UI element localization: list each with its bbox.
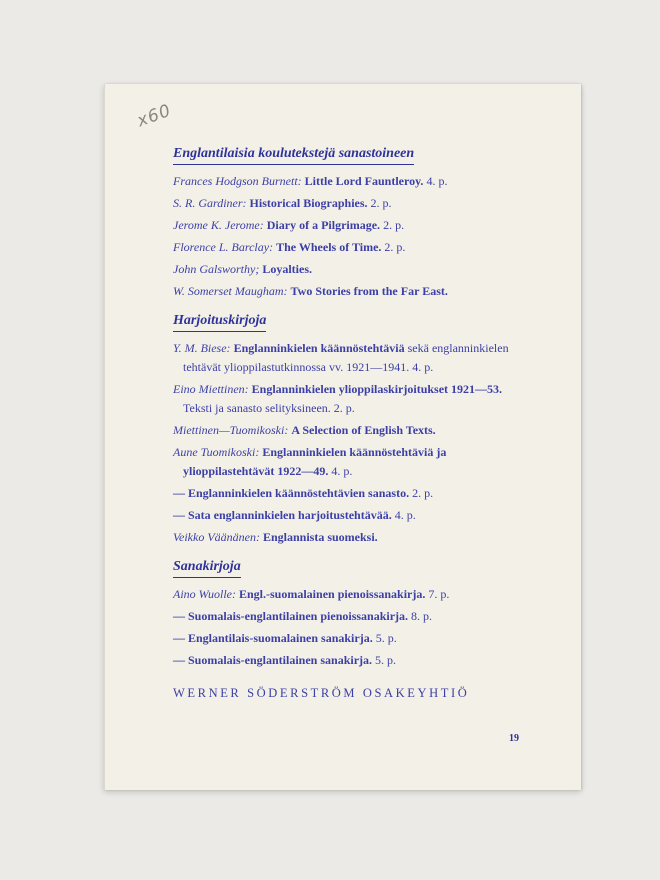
- book-entry: [173, 172, 533, 191]
- book-back-cover: [104, 84, 581, 790]
- entry-work: Historical Biographies.: [249, 196, 368, 210]
- section: [173, 144, 533, 301]
- book-entry: [173, 260, 533, 279]
- entry-tail: 5. p.: [375, 631, 397, 645]
- entry-work: — Englantilais-suomalainen sanakirja.: [173, 631, 373, 645]
- book-entry: [173, 629, 533, 648]
- entry-author: Aino Wuolle:: [173, 587, 236, 601]
- entry-work: The Wheels of Time.: [276, 240, 382, 254]
- book-entry: [173, 651, 533, 670]
- entry-work: Englannista suomeksi.: [262, 530, 378, 544]
- entry-work: — Englanninkielen käännöstehtävien sanasto.: [173, 486, 410, 500]
- book-entry: [173, 282, 533, 301]
- pencil-price-note: x60: [134, 100, 175, 132]
- book-entry: [173, 528, 533, 547]
- section: [173, 557, 533, 670]
- entry-author: Eino Miettinen:: [173, 382, 249, 396]
- entry-work: Englanninkielen ylioppilaskirjoitukset 1921—53.: [251, 382, 503, 396]
- entry-work: Engl.-suomalainen pienoissanakirja.: [239, 587, 426, 601]
- entry-author: S. R. Gardiner:: [173, 196, 247, 210]
- entry-work: Englanninkielen käännöstehtäviä: [233, 341, 405, 355]
- entry-tail: 2. p.: [412, 486, 434, 500]
- entry-tail: 4. p.: [331, 464, 353, 478]
- entry-work: A Selection of English Texts.: [291, 423, 436, 437]
- book-entry: [173, 421, 533, 440]
- entry-author: Aune Tuomikoski:: [173, 445, 260, 459]
- entry-author: Miettinen—Tuomikoski:: [173, 423, 289, 437]
- book-list: [173, 144, 533, 703]
- entry-tail: 7. p.: [428, 587, 450, 601]
- entry-tail: 2. p.: [383, 218, 405, 232]
- entry-tail: 2. p.: [384, 240, 406, 254]
- book-entry: [173, 607, 533, 626]
- book-entry: [173, 380, 533, 418]
- entry-work: Englanninkielen käännöstehtäviä ja ylioppilastehtävät 1922—49.: [183, 445, 447, 478]
- entry-author: John Galsworthy;: [173, 262, 260, 276]
- entry-tail: sekä englanninkielen tehtävät ylioppilastutkinnossa vv. 1921—1941. 4. p.: [183, 341, 509, 374]
- book-entry: [173, 506, 533, 525]
- book-entry: [173, 194, 533, 213]
- section-title: Sanakirjoja: [173, 557, 241, 578]
- entry-author: Y. M. Biese:: [173, 341, 231, 355]
- entry-tail: 2. p.: [370, 196, 392, 210]
- book-entry: [173, 216, 533, 235]
- entry-tail: 4. p.: [394, 508, 416, 522]
- publisher-name: WERNER SÖDERSTRÖM OSAKEYHTIÖ: [173, 686, 470, 700]
- entry-author: W. Somerset Maugham:: [173, 284, 288, 298]
- entry-author: Frances Hodgson Burnett:: [173, 174, 302, 188]
- section-title: Harjoituskirjoja: [173, 311, 266, 332]
- sections-container: [173, 144, 533, 670]
- entry-author: Jerome K. Jerome:: [173, 218, 264, 232]
- entry-work: — Sata englanninkielen harjoitustehtävää.: [173, 508, 392, 522]
- entry-work: — Suomalais-englantilainen pienoissanakirja.: [173, 609, 409, 623]
- book-entry: [173, 339, 533, 377]
- entry-work: Diary of a Pilgrimage.: [266, 218, 381, 232]
- entry-work: Two Stories from the Far East.: [290, 284, 448, 298]
- entry-work: — Suomalais-englantilainen sanakirja.: [173, 653, 373, 667]
- entry-tail: 4. p.: [426, 174, 448, 188]
- book-entry: [173, 443, 533, 481]
- entry-author: Veikko Väänänen:: [173, 530, 260, 544]
- book-entry: [173, 585, 533, 604]
- entry-work: Little Lord Fauntleroy.: [304, 174, 424, 188]
- section: [173, 311, 533, 547]
- entry-tail: 5. p.: [375, 653, 397, 667]
- entry-author: Florence L. Barclay:: [173, 240, 274, 254]
- entry-work: Loyalties.: [262, 262, 312, 276]
- entry-tail: 8. p.: [411, 609, 433, 623]
- entry-tail: Teksti ja sanasto selityksineen. 2. p.: [183, 401, 355, 415]
- page-number: 19: [509, 733, 519, 744]
- book-entry: [173, 484, 533, 503]
- section-title: Englantilaisia koulutekstejä sanastoineen: [173, 144, 414, 165]
- book-entry: [173, 238, 533, 257]
